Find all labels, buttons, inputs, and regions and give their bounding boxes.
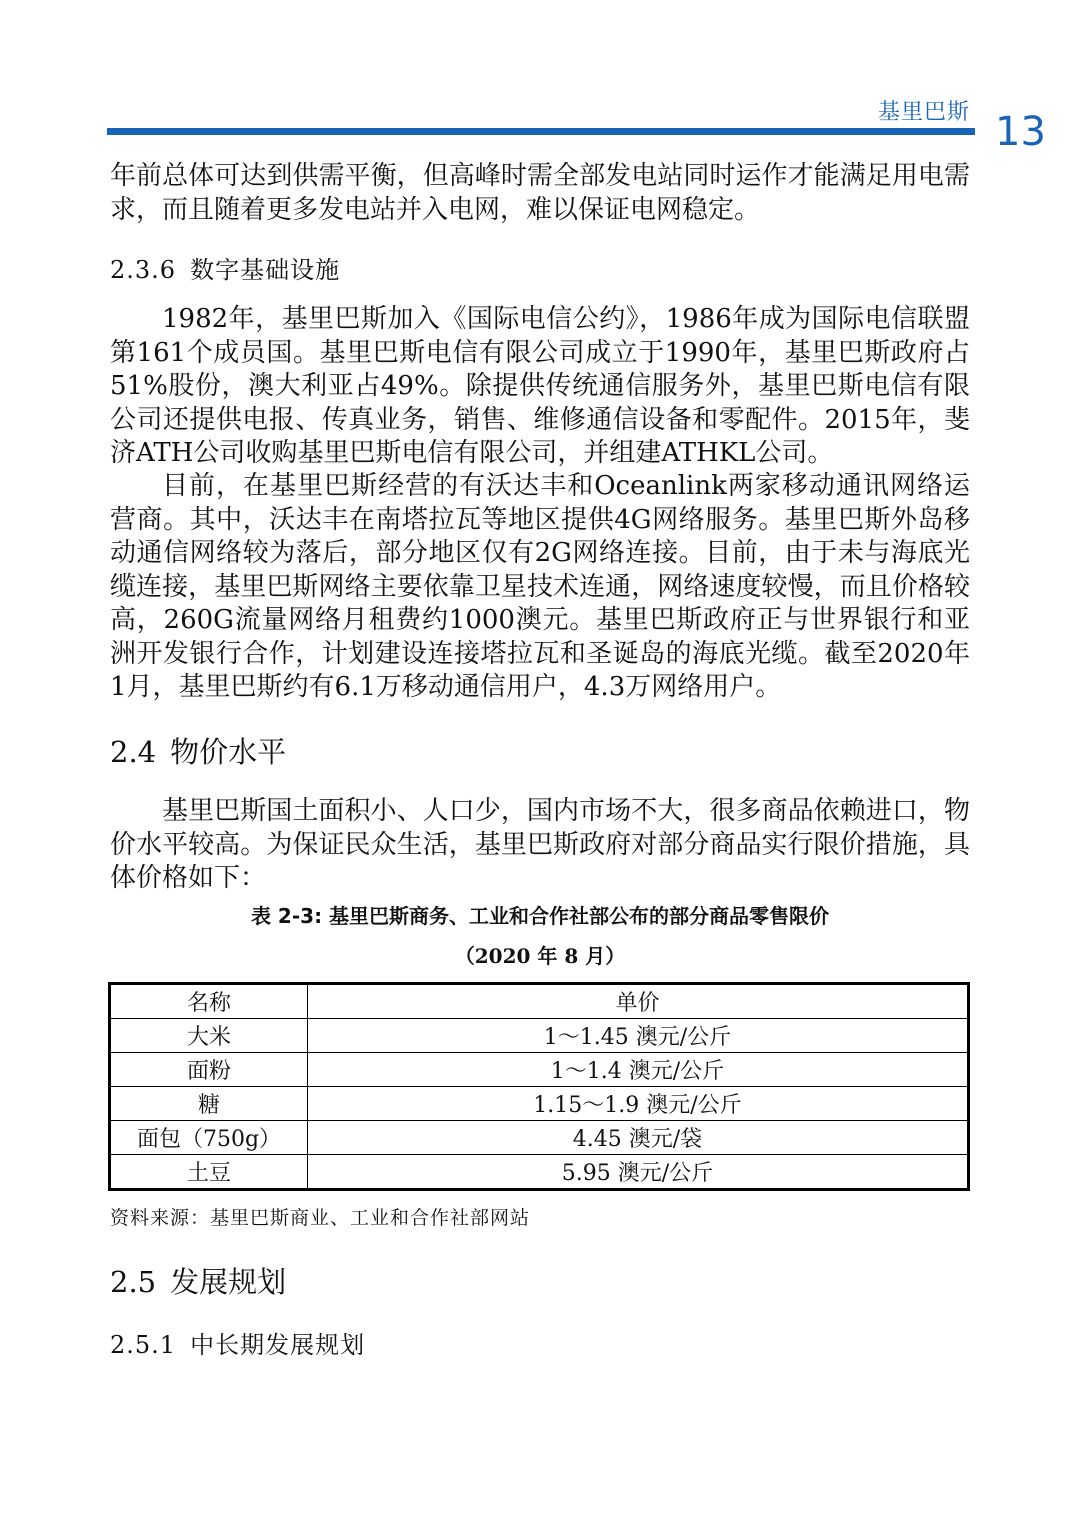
- section-title: 数字基础设施: [190, 256, 341, 284]
- item-name: 面粉: [110, 1053, 308, 1087]
- header-cell-name: 名称: [110, 984, 308, 1019]
- section-title: 中长期发展规划: [190, 1331, 366, 1359]
- paragraph-mobile-networks: 目前，在基里巴斯经营的有沃达丰和Oceanlink两家移动通讯网络运营商。其中，沃达丰在南塔拉瓦等地区提供4G网络服务。基里巴斯外岛移动通信网络较为落后，部分地区仅有2G网络连接。目前，由于未与海底光缆连接，基里巴斯网络主要依靠卫星技术连通，网络速度较慢，而且价格较高，260G流量网络月租费约1000澳元。基里巴斯政府正与世界银行和亚洲开发银行合作，计划建设连接塔拉瓦和圣诞岛的海底光缆。截至2020年1月，基里巴斯约有6.1万移动通信用户，4.3万网络用户。: [110, 471, 970, 702]
- item-price: 5.95 澳元/公斤: [308, 1155, 969, 1190]
- table-header-row: [110, 984, 969, 1019]
- section-number: 2.4: [110, 735, 157, 769]
- section-heading-2-5-1: [110, 1325, 365, 1360]
- item-name: 糖: [110, 1087, 308, 1121]
- intro-paragraph: 年前总体可达到供需平衡，但高峰时需全部发电站同时运作才能满足用电需求，而且随着更多发电站并入电网，难以保证电网稳定。: [110, 161, 970, 225]
- item-price: 1～1.4 澳元/公斤: [308, 1053, 969, 1087]
- section-heading-2-3-6: [110, 250, 340, 285]
- table-caption: 表 2-3: 基里巴斯商务、工业和合作社部公布的部分商品零售限价: [250, 904, 830, 928]
- table-row: [110, 1155, 969, 1190]
- table-subcaption: （2020 年 8 月）: [454, 944, 626, 968]
- item-price: 1.15～1.9 澳元/公斤: [308, 1087, 969, 1121]
- section-title: 物价水平: [170, 735, 287, 769]
- page-number: 13: [995, 109, 1046, 155]
- section-number: 2.3.6: [110, 256, 177, 284]
- section-heading-2-5: [110, 1260, 286, 1301]
- item-name: 土豆: [110, 1155, 308, 1190]
- item-name: 面包（750g）: [110, 1121, 308, 1155]
- section-heading-2-4: [110, 730, 286, 771]
- section-number: 2.5: [110, 1265, 157, 1299]
- item-price: 4.45 澳元/袋: [308, 1121, 969, 1155]
- table-row: [110, 1019, 969, 1053]
- paragraph-price-level: 基里巴斯国土面积小、人口少，国内市场不大，很多商品依赖进口，物价水平较高。为保证民众生活，基里巴斯政府对部分商品实行限价措施，具体价格如下：: [110, 796, 970, 893]
- running-header-title: 基里巴斯: [877, 100, 970, 125]
- paragraph-telecom-history: 1982年，基里巴斯加入《国际电信公约》，1986年成为国际电信联盟第161个成员国。基里巴斯电信有限公司成立于1990年，基里巴斯政府占51%股份，澳大利亚占49%。除提供传统通信服务外，基里巴斯电信有限公司还提供电报、传真业务，销售、维修通信设备和零配件。2015年，斐济ATH公司收购基里巴斯电信有限公司，并组建ATHKL公司。: [110, 304, 970, 468]
- item-price: 1～1.45 澳元/公斤: [308, 1019, 969, 1053]
- table-row: [110, 1087, 969, 1121]
- header-cell-price: 单价: [308, 984, 969, 1019]
- table-row: [110, 1053, 969, 1087]
- header-rule: [107, 128, 975, 135]
- item-name: 大米: [110, 1019, 308, 1053]
- table-source-note: 资料来源：基里巴斯商业、工业和合作社部网站: [110, 1207, 531, 1229]
- section-number: 2.5.1: [110, 1331, 177, 1359]
- section-title: 发展规划: [170, 1265, 287, 1299]
- price-table: [108, 982, 970, 1191]
- table-row: [110, 1121, 969, 1155]
